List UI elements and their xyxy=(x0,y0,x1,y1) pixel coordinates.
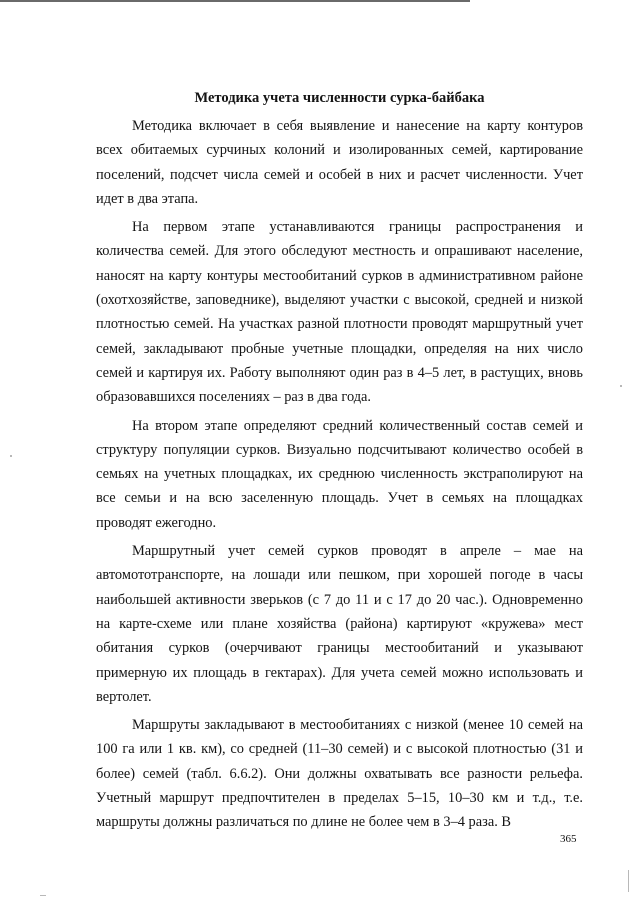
document-title: Методика учета численности сурка-байбака xyxy=(194,90,485,106)
scan-speck xyxy=(40,895,46,896)
paragraph-4: Маршрутный учет семей сурков проводят в апреле – мае на автомототранспорте, на лошади или пешком, при хорошей погоде в часы наибольшей активности зверьков (с 7 до 11 и с 17 до 20 час.). Одновременно на карте-схеме или плане хозяйства (района) картируют «кружева» мест обитания сурков (очерчивают границы местообитаний и указывают примерную их площадь в гектарах). Для учета семей можно использовать и вертолет. xyxy=(96,543,583,705)
paragraph-5: Маршруты закладывают в местообитаниях с низкой (менее 10 семей на 100 га или 1 кв. км), со средней (11–30 семей) и с высокой плотностью (31 и более) семей (табл. 6.6.2). Они должны охватывать все разности рельефа. Учетный маршрут предпочтителен в пределах 5–15, 10–30 км и т.д., т.е. маршруты должны различаться по длине не более чем в 3–4 раза. В xyxy=(96,717,583,831)
document-page xyxy=(96,86,583,839)
scan-edge-mark xyxy=(628,870,629,892)
scan-speck xyxy=(10,455,12,457)
paragraph-3: На втором этапе определяют средний количественный состав семей и структуру популяции сурков. Визуально подсчитывают количество особей в семьях на учетных площадках, их среднюю численность экстраполируют на все семьи и на всю заселенную площадь. Учет в семьях на площадках проводят ежегодно. xyxy=(96,417,583,531)
paragraph-2: На первом этапе устанавливаются границы распространения и количества семей. Для этого обследуют местность и опрашивают население, наносят на карту контуры местообитаний сурков в административном районе (охотхозяйстве, заповеднике), выделяют участки с высокой, средней и низкой плотностью семей. На участках разной плотности проводят маршрутный учет семей, закладывают пробные учетные площадки, определяя на них число семей и картируя их. Работу выполняют один раз в 4–5 лет, в растущих, вновь образовавшихся поселениях – раз в два года. xyxy=(96,219,583,406)
scan-speck xyxy=(620,385,622,387)
page-number: 365 xyxy=(560,833,577,845)
scan-top-edge-line xyxy=(0,0,470,2)
paragraph-1: Методика включает в себя выявление и нанесение на карту контуров всех обитаемых сурчиных колоний и изолированных семей, картирование поселений, подсчет числа семей и особей в них и расчет численности. Учет идет в два этапа. xyxy=(96,118,583,207)
